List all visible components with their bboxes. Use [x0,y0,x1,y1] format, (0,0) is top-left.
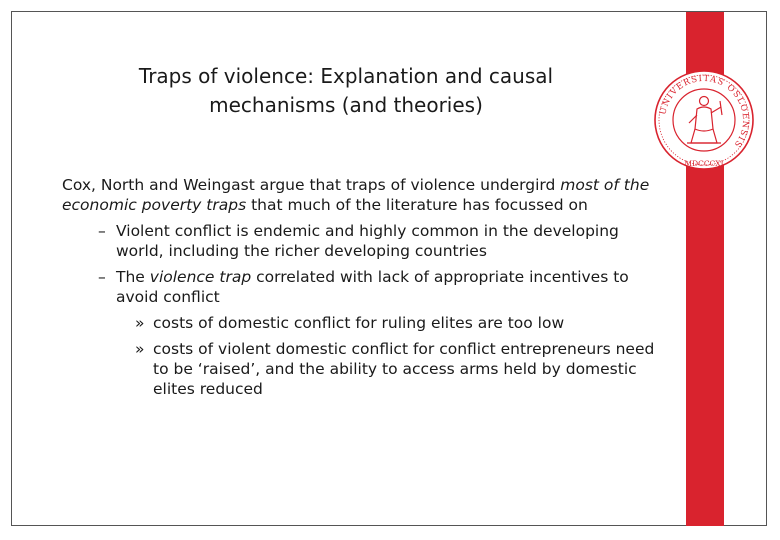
svg-text:MDCCCXI: MDCCCXI [684,159,724,168]
bullet-text-c: correlated with lack of appropriate incentives to avoid conflict [116,268,629,306]
slide-body [62,175,662,405]
bullet-emphasis: violence trap [149,268,252,286]
sub-bullet-item-1 [62,313,662,333]
bullet-text: Violent conflict is endemic and highly common in the developing world, including the richer developing countries [116,222,619,260]
bullet-item-2 [62,267,662,307]
dash-bullet-marker: – [98,222,106,240]
intro-text-c: that much of the literature has focussed on [246,196,588,214]
bullet-text-a: The [116,268,150,286]
intro-text-a: Cox, North and Weingast argue that traps of violence undergird [62,176,561,194]
dash-bullet-marker: – [98,268,106,286]
chevron-bullet-marker: » [135,340,145,358]
university-seal-logo [651,67,757,173]
sub-bullet-text: costs of violent domestic conflict for conflict entrepreneurs need to be ‘raised’, and the ability to access arms held by domestic elites reduced [153,340,655,398]
intro-emphasis: most of the economic poverty traps [62,176,650,214]
bullet-item-1 [62,221,662,261]
chevron-bullet-marker: » [135,314,145,332]
sub-bullet-text: costs of domestic conflict for ruling elites are too low [153,314,565,332]
sub-bullet-item-2 [62,339,662,399]
slide-title-line-2: mechanisms (and theories) [209,93,483,117]
slide-title [96,62,596,120]
svg-text:UNIVERSITAS OSLOENSIS: UNIVERSITAS OSLOENSIS [658,73,751,150]
intro-paragraph [62,175,662,215]
slide-title-line-1: Traps of violence: Explanation and causal [138,64,554,88]
